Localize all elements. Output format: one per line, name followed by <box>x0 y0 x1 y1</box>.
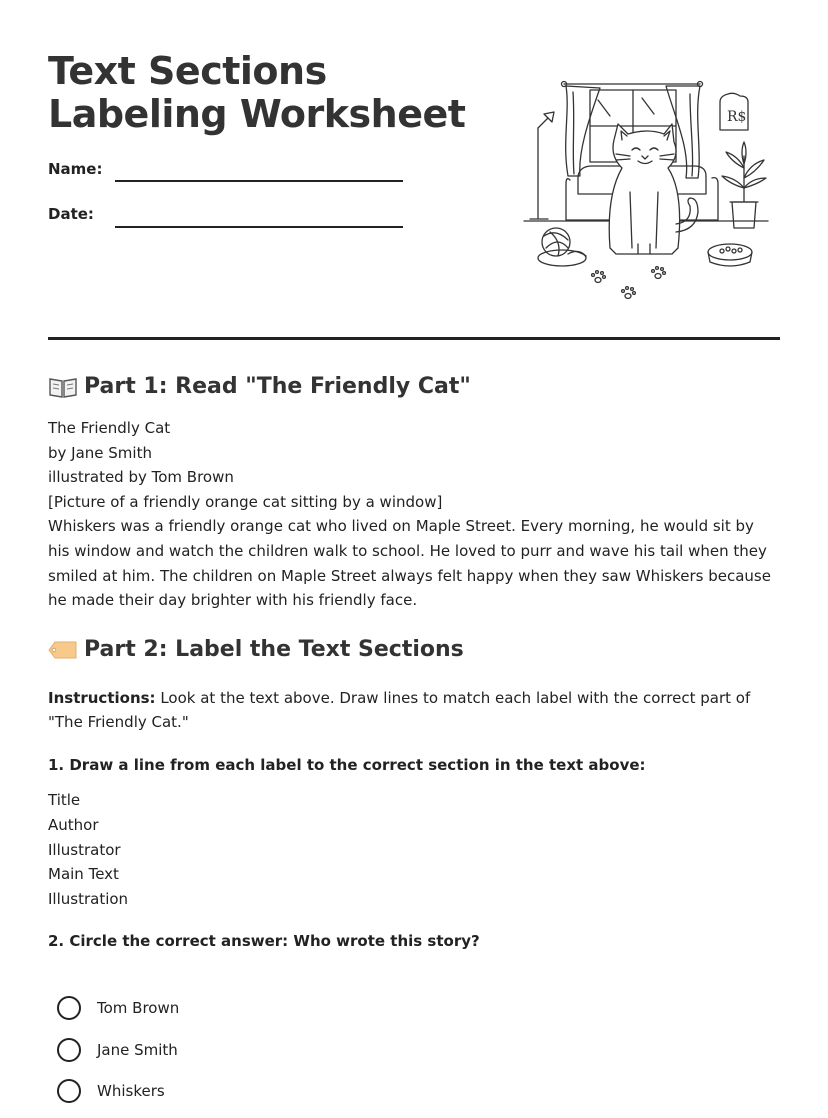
part2-heading <box>48 637 464 662</box>
radio-circle[interactable] <box>57 1038 81 1062</box>
instructions-label: Instructions: <box>48 689 156 707</box>
svg-text:R$: R$ <box>727 109 747 125</box>
cat-by-window-illustration <box>518 72 774 306</box>
open-book-icon <box>48 375 78 399</box>
answer-option-label: Whiskers <box>97 1082 165 1100</box>
header-divider <box>48 337 780 340</box>
answer-option-label: Tom Brown <box>97 999 180 1017</box>
story-illustrator: illustrated by Tom Brown <box>48 468 234 487</box>
story-title: The Friendly Cat <box>48 419 171 437</box>
part1-heading <box>48 374 471 399</box>
date-field[interactable] <box>48 205 94 223</box>
date-blank-line[interactable] <box>115 226 403 228</box>
question-2: 2. Circle the correct answer: Who wrote this story? <box>48 932 480 950</box>
answer-option-whiskers[interactable] <box>57 1079 165 1103</box>
question-1: 1. Draw a line from each label to the correct section in the text above: <box>48 756 646 774</box>
label-item-illustrator[interactable]: Illustrator <box>48 840 121 859</box>
date-label: Date: <box>48 205 94 223</box>
story-picture-placeholder: [Picture of a friendly orange cat sitting by a window] <box>48 492 443 511</box>
label-item-title[interactable]: Title <box>48 791 81 809</box>
part2-heading-text: Part 2: Label the Text Sections <box>84 637 464 662</box>
answer-option-label: Jane Smith <box>97 1041 178 1059</box>
instructions-text: Look at the text above. Draw lines to match each label with the correct part of "The Friendly Cat." <box>48 689 751 731</box>
name-blank-line[interactable] <box>115 180 403 182</box>
page-title: Text Sections Labeling Worksheet <box>48 49 466 136</box>
label-tag-icon <box>48 638 78 662</box>
story-author: by Jane Smith <box>48 443 152 462</box>
name-label: Name: <box>48 160 103 178</box>
instructions <box>48 686 778 734</box>
label-list <box>48 788 128 912</box>
radio-circle[interactable] <box>57 996 81 1020</box>
label-item-illustration[interactable]: Illustration <box>48 890 129 909</box>
name-field[interactable] <box>48 160 102 178</box>
radio-circle[interactable] <box>57 1079 81 1103</box>
answer-option-jane-smith[interactable] <box>57 1038 178 1062</box>
part1-heading-text: Part 1: Read "The Friendly Cat" <box>84 374 471 399</box>
story-text <box>48 416 780 613</box>
label-item-main-text[interactable]: Main Text <box>48 865 119 884</box>
label-item-author[interactable]: Author <box>48 815 99 834</box>
answer-option-tom-brown[interactable] <box>57 996 179 1020</box>
story-main-text: Whiskers was a friendly orange cat who lived on Maple Street. Every morning, he would sit by his window and watch the children walk to school. He loved to purr and wave his tail when they smiled at him. The children on Maple Street always felt happy when they saw Whiskers because he made their day brighter with his friendly face. <box>48 517 771 610</box>
